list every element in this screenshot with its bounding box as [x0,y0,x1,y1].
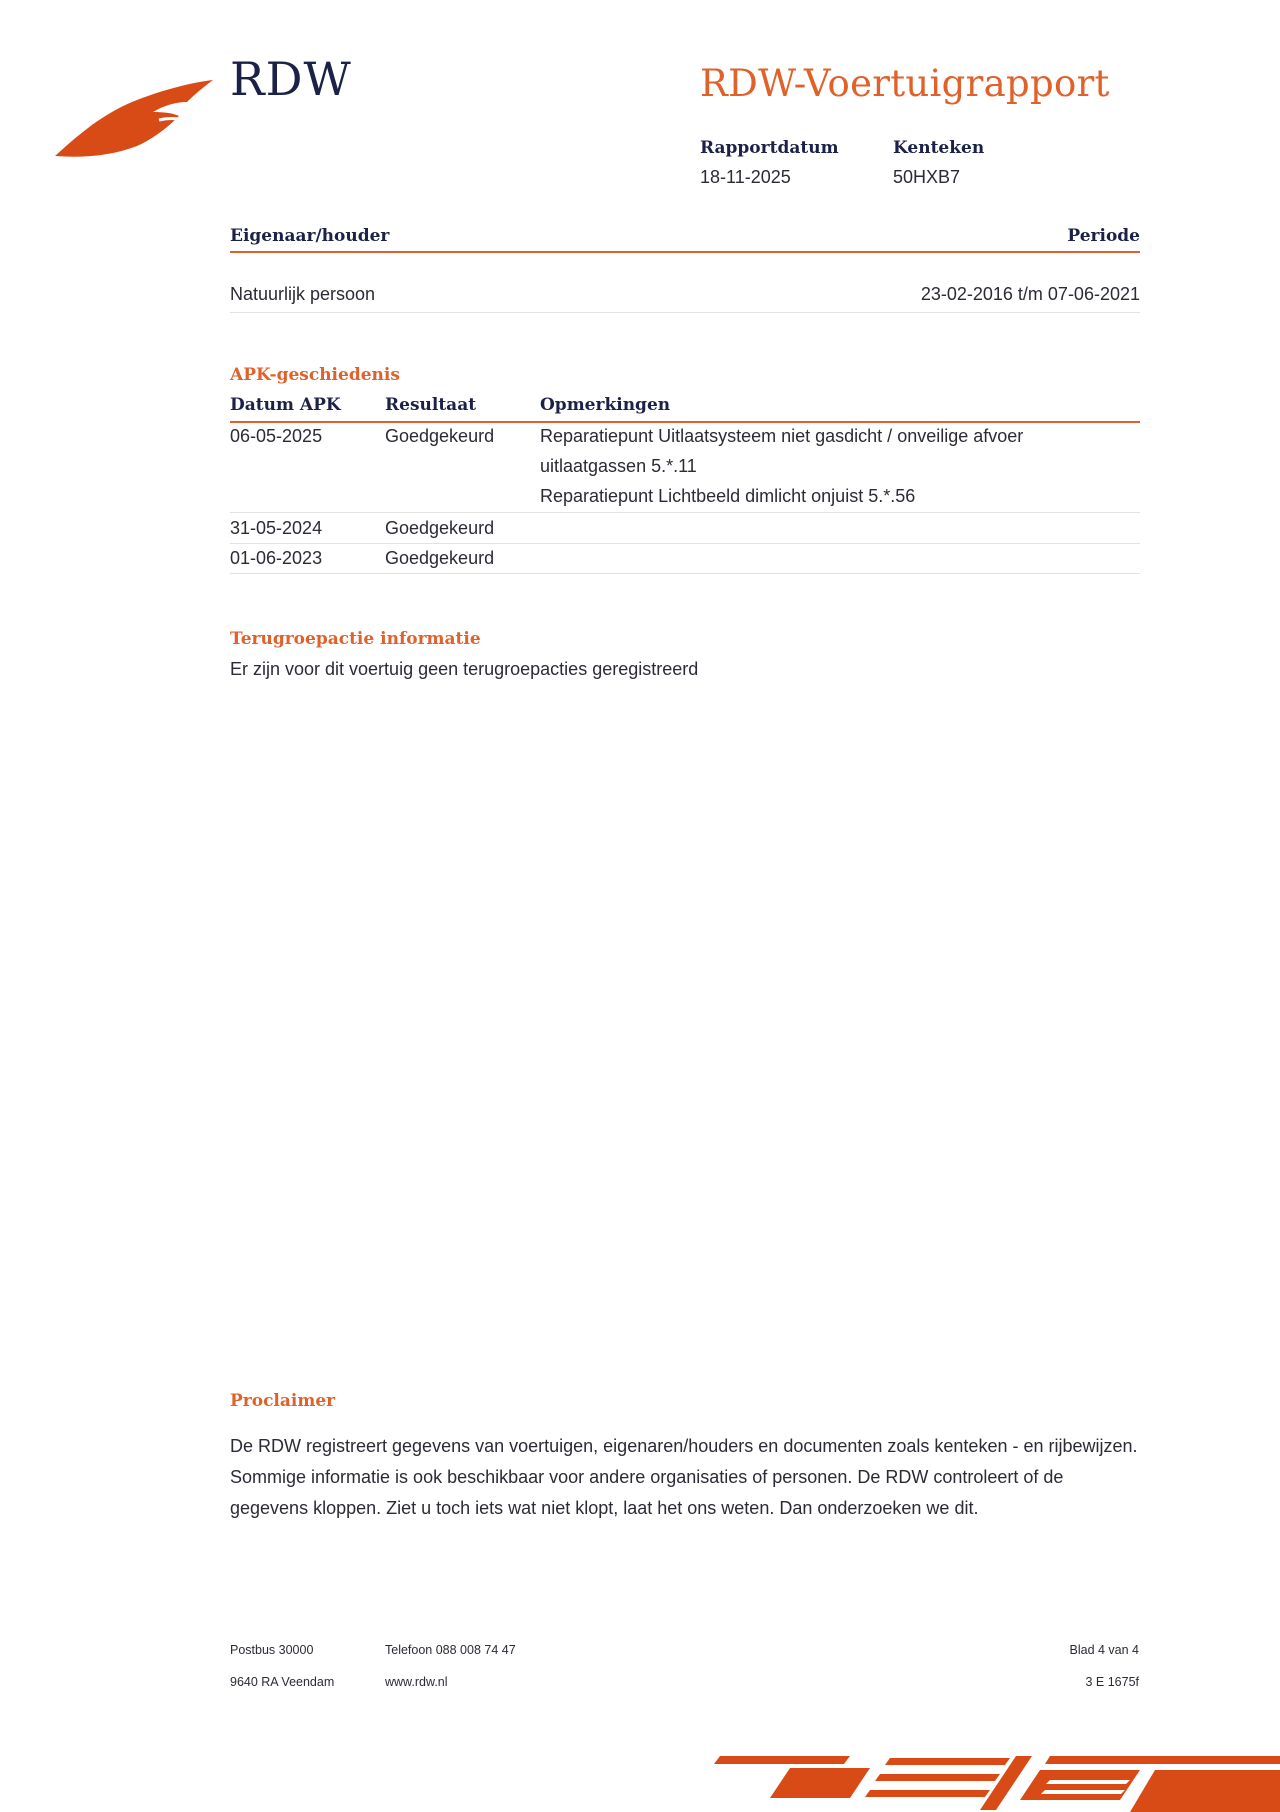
apk-date-cell: 06-05-2025 [230,426,323,446]
apk-header-rule [230,421,1140,423]
owner-table-header [230,226,1140,252]
footer-address-line2: 9640 RA Veendam [230,1675,335,1689]
plate-label: Kenteken [893,138,985,158]
apk-remark-line: uitlaatgassen 5.*.11 [540,456,697,476]
logo-wordmark: RDW [230,52,352,106]
owner-row-divider [230,312,1140,313]
rdw-stripes-icon [700,1738,1280,1812]
report-title: RDW-Voertuigrapport [700,62,1110,105]
period-column-header: Periode [1067,226,1140,246]
apk-section-title: APK-geschiedenis [230,365,400,385]
table-row [230,425,1140,511]
apk-result-cell: Goedgekeurd [385,426,495,446]
apk-result-cell: Goedgekeurd [385,548,495,568]
apk-date-cell: 31-05-2024 [230,518,323,538]
report-date-label: Rapportdatum [700,138,839,158]
footer-document-code: 3 E 1675f [1085,1675,1139,1689]
apk-result-cell: Goedgekeurd [385,518,495,538]
owner-header-rule [230,251,1140,253]
owner-cell: Natuurlijk persoon [230,284,376,304]
apk-table-header [230,395,1140,421]
apk-remark-line: Reparatiepunt Uitlaatsysteem niet gasdicht / onveilige afvoer [540,426,1024,446]
proclaimer-text: De RDW registreert gegevens van voertuigen, eigenaren/houders en documenten zoals kenteken - en rijbewijzen. Sommige informatie is ook beschikbaar voor andere organisaties of personen. De RDW controleert of de gegevens kloppen. Ziet u toch iets wat niet klopt, laat het ons weten. Dan onderzoeken we dit. [230,1436,1138,1518]
plate-value: 50HXB7 [893,167,961,187]
period-cell: 23-02-2016 t/m 07-06-2021 [920,284,1140,304]
footer-phone: Telefoon 088 008 74 47 [385,1643,516,1657]
apk-remark-line: Reparatiepunt Lichtbeeld dimlicht onjuist 5.*.56 [540,486,916,506]
apk-date-cell: 01-06-2023 [230,548,323,568]
proclaimer-title: Proclaimer [230,1391,336,1411]
apk-date-column-header: Datum APK [230,395,341,415]
footer-website: www.rdw.nl [385,1675,448,1689]
apk-row-divider [230,512,1140,513]
footer-page-number: Blad 4 van 4 [1069,1643,1139,1657]
owner-row [230,284,1140,310]
rdw-logo-icon [55,80,215,166]
apk-row-divider [230,573,1140,574]
apk-row-divider [230,543,1140,544]
apk-result-column-header: Resultaat [385,395,477,415]
owner-column-header: Eigenaar/houder [230,226,390,246]
recall-section-title: Terugroepactie informatie [230,629,481,649]
table-row [230,547,1140,573]
recall-text: Er zijn voor dit voertuig geen terugroepacties geregistreerd [230,659,699,679]
apk-remarks-column-header: Opmerkingen [540,395,671,415]
report-date-value: 18-11-2025 [700,167,791,187]
table-row [230,517,1140,543]
footer-address-line1: Postbus 30000 [230,1643,314,1657]
